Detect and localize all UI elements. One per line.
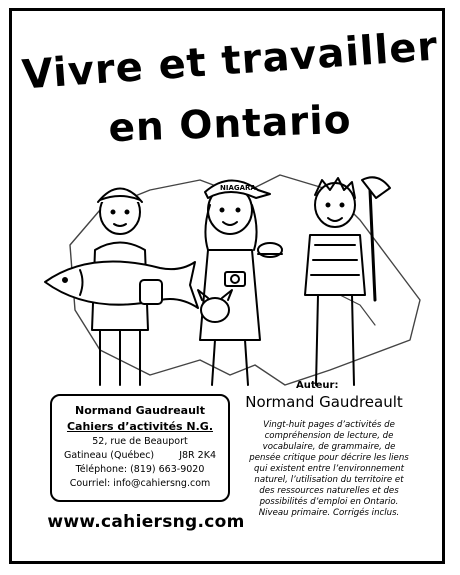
title-line-2: en Ontario [107, 97, 353, 152]
lumberjack [305, 177, 390, 385]
cap-text: NIAGARA [220, 184, 256, 192]
title-line-1: Vivre et travailler [20, 23, 440, 99]
city: Gatineau (Québec) [64, 450, 155, 461]
description: Vingt-huit pages d’activités de compréhension de lecture, de vocabulaire, de grammaire, de pensée critique pour décrire les liens qui existent entre l’environnement naturel, l’utilisation du territoire et des ressources naturelles et des possibilités d’emploi en Ontario. Niveau primaire. Corrigés inclus. [249, 420, 409, 518]
contact-box [50, 394, 230, 502]
phone: Téléphone: (819) 663-9020 [75, 464, 205, 475]
website-link[interactable]: www.cahiersng.com [47, 512, 245, 532]
contact-name: Normand Gaudreault [75, 404, 205, 417]
tourist-girl [198, 180, 282, 385]
street-address: 52, rue de Beauport [92, 436, 188, 447]
fisherman [45, 189, 198, 386]
author-name: Normand Gaudreault [245, 393, 403, 411]
cover-illustration [30, 150, 430, 390]
company-name: Cahiers d’activités N.G. [66, 420, 213, 433]
author-label: Auteur: [296, 380, 339, 391]
email[interactable]: Courriel: info@cahiersng.com [69, 478, 211, 489]
postal-code: J8R 2K4 [179, 450, 216, 461]
